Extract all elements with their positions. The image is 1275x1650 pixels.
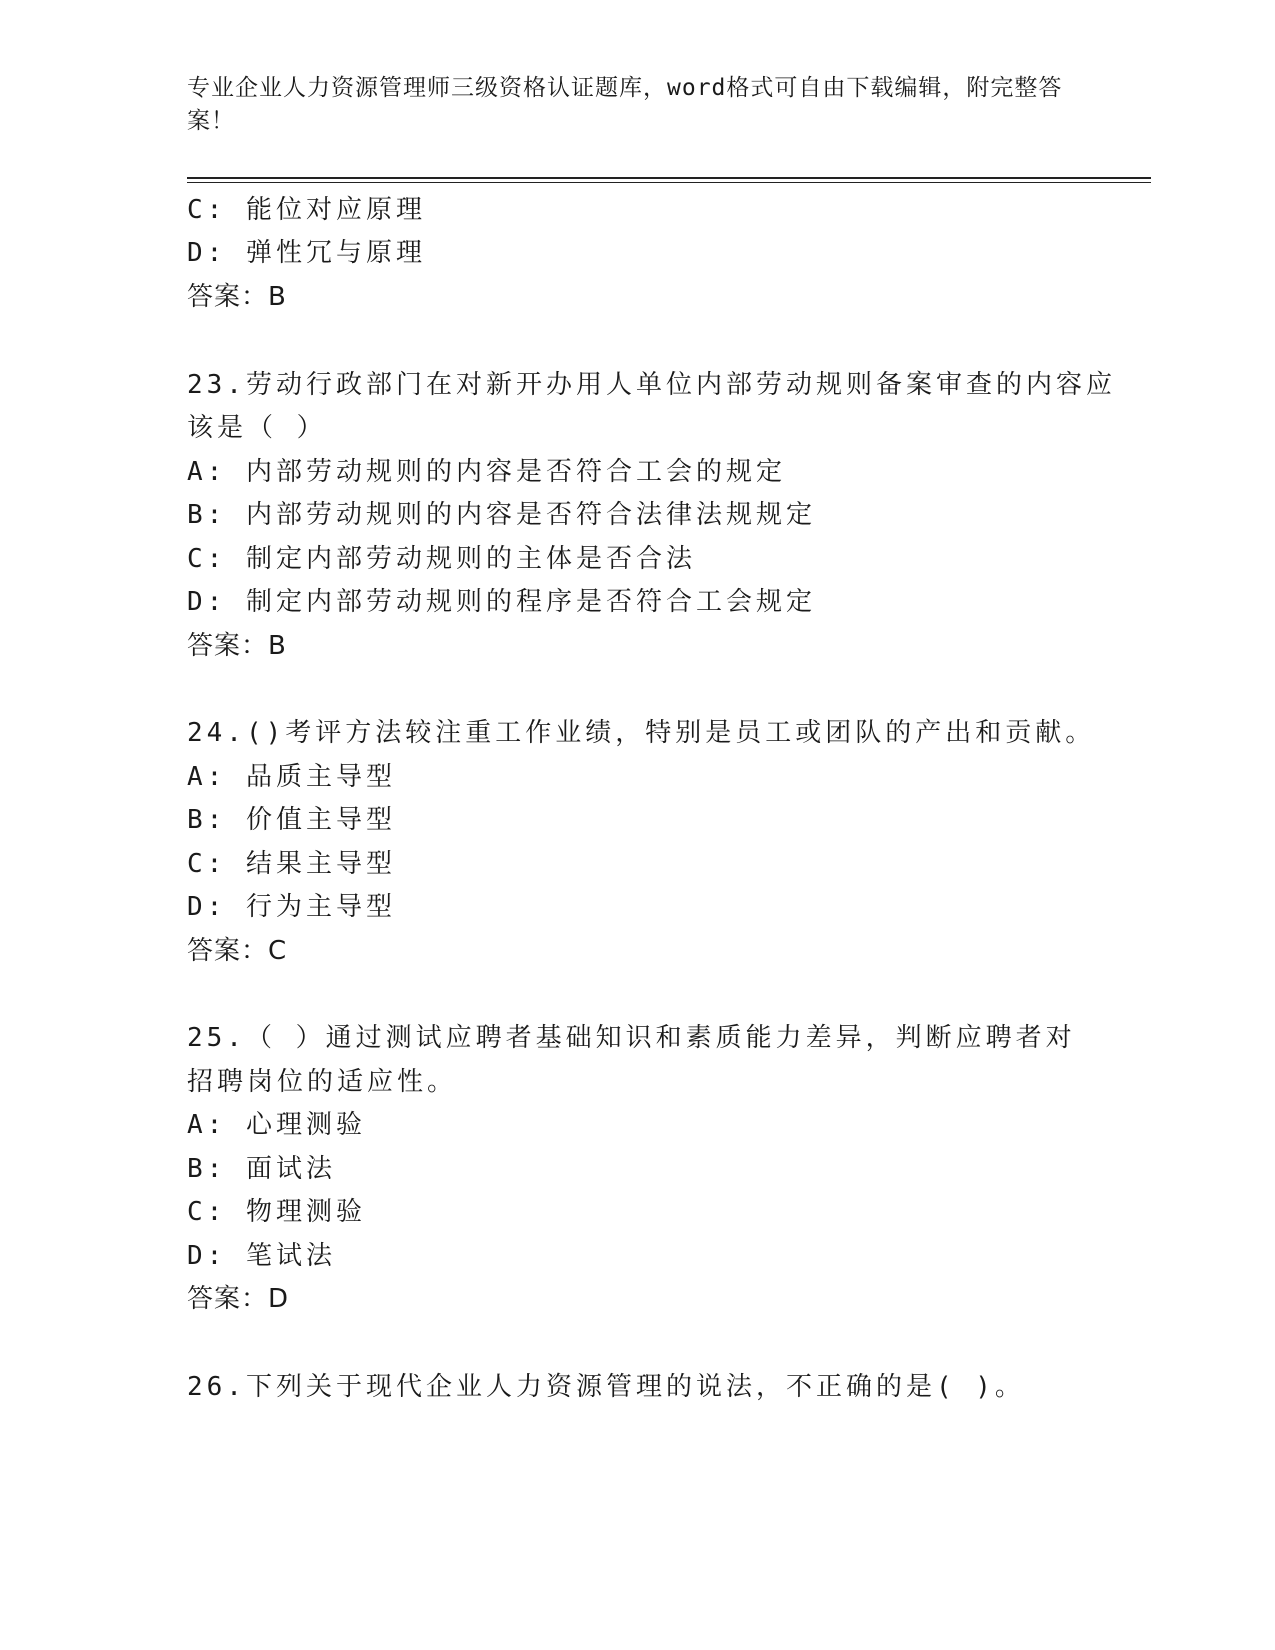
q23-option-d: D: 制定内部劳动规则的程序是否符合工会规定 bbox=[187, 587, 816, 617]
q23-stem-line-2: 该是（ ） bbox=[187, 413, 327, 443]
q25-option-d: D: 笔试法 bbox=[187, 1241, 336, 1271]
q23-stem-line-1: 23.劳动行政部门在对新开办用人单位内部劳动规则备案审查的内容应 bbox=[187, 370, 1116, 400]
q23-option-a: A: 内部劳动规则的内容是否符合工会的规定 bbox=[187, 457, 786, 487]
q24-option-d: D: 行为主导型 bbox=[187, 892, 396, 922]
q23-option-c: C: 制定内部劳动规则的主体是否合法 bbox=[187, 544, 696, 574]
header-title: 专业企业人力资源管理师三级资格认证题库，word格式可自由下载编辑，附完整答案！ bbox=[187, 75, 1063, 134]
q25-option-b: B: 面试法 bbox=[187, 1154, 336, 1184]
q24-option-c: C: 结果主导型 bbox=[187, 849, 396, 879]
q23-answer: 答案：B bbox=[187, 631, 287, 661]
q22-option-c: C: 能位对应原理 bbox=[187, 195, 426, 225]
q25-stem-line-1: 25.（ ）通过测试应聘者基础知识和素质能力差异，判断应聘者对 bbox=[187, 1023, 1076, 1053]
q24-option-b: B: 价值主导型 bbox=[187, 805, 396, 835]
q23-option-b: B: 内部劳动规则的内容是否符合法律法规规定 bbox=[187, 500, 816, 530]
q25-option-c: C: 物理测验 bbox=[187, 1197, 366, 1227]
q22-answer: 答案：B bbox=[187, 282, 287, 312]
q22-option-d: D: 弹性冗与原理 bbox=[187, 238, 426, 268]
q24-answer: 答案：C bbox=[187, 936, 288, 966]
q26-stem-line-1: 26.下列关于现代企业人力资源管理的说法，不正确的是( )。 bbox=[187, 1372, 1025, 1402]
q24-option-a: A: 品质主导型 bbox=[187, 762, 396, 792]
q25-option-a: A: 心理测验 bbox=[187, 1110, 366, 1140]
q24-stem-line-1: 24.()考评方法较注重工作业绩，特别是员工或团队的产出和贡献。 bbox=[187, 718, 1096, 748]
q25-stem-line-2: 招聘岗位的适应性。 bbox=[187, 1067, 458, 1097]
header-divider-thin bbox=[187, 182, 1151, 183]
q25-answer: 答案：D bbox=[187, 1284, 290, 1314]
header-divider bbox=[187, 177, 1151, 179]
document-header bbox=[187, 72, 1067, 138]
